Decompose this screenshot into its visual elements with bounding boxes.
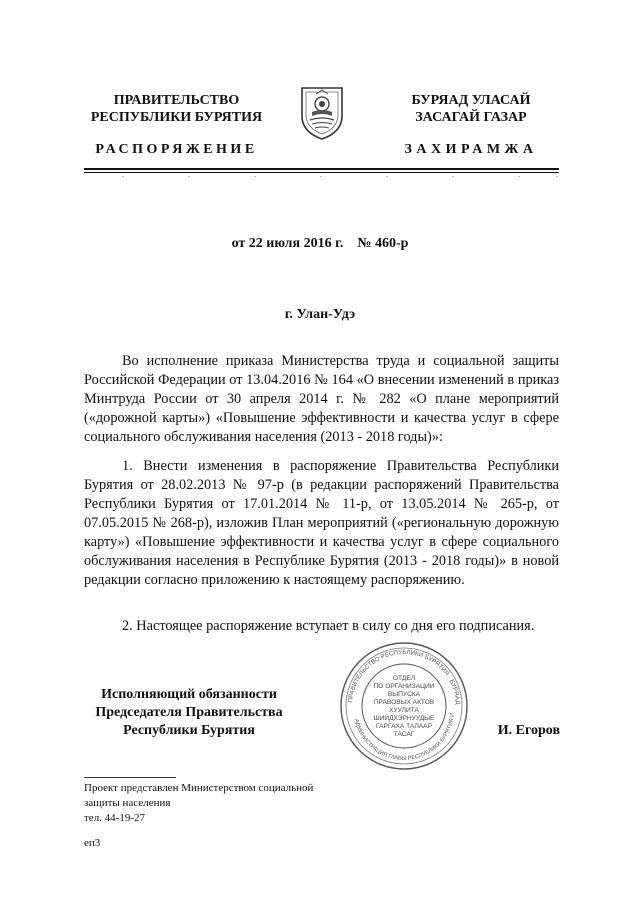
header-rule-thick <box>84 168 559 170</box>
header-rule-thin <box>84 172 559 173</box>
intro-text: Во исполнение приказа Министерства труда и социальной защиты Российской Федерации от 13.04.2016 № 164 «О внесении изменений в приказ Минтруда России от 30 апреля 2014 г. № 282 «О плане мероприятий («дорожной карты») «Повышение эффективности и качества услуг в сфере социального обслуживания населения (2013 - 2018 годы)»: <box>84 353 559 445</box>
date-and-number: от 22 июля 2016 г. № 460-р <box>231 236 409 251</box>
item-1-paragraph <box>84 457 559 590</box>
issuer-bua <box>382 92 560 126</box>
item-1-text: 1. Внести изменения в распоряжение Правительства Республики Бурятия от 28.02.2013 № 97-р (в редакции распоряжений Правительства Республики Бурятия от 17.01.2014 № 11-р, от 13.05.2014 № 265-р, от 07.05.2015 № 268-р), изложив План мероприятий («региональную дорожную карту») «Повышение эффективности и качества услуг в сфере социального обслуживания населения в Республике Бурятия (2013 - 2018 годы)» в новой редакции согласно приложению к настоящему распоряжению. <box>84 458 559 588</box>
issuer-ru-line2: РЕСПУБЛИКИ БУРЯТИЯ <box>90 110 263 125</box>
official-stamp <box>338 640 470 772</box>
signatory-title-line2: Председателя Правительства <box>95 705 283 720</box>
footer-line-1: Проект представлен Министерством социальной <box>84 782 314 794</box>
footer-line-2: защиты населения <box>84 797 171 809</box>
stamp-line-1: ОТДЕЛ <box>392 675 416 682</box>
stamp-line-8: ТАСАГ <box>393 731 415 738</box>
city: г. Улан-Удэ <box>284 307 356 322</box>
stamp-line-4: ПРАВОВЫХ АКТОВ <box>373 699 435 706</box>
issuer-bua-line2: ЗАСАГАЙ ГАЗАР <box>415 110 527 125</box>
stamp-line-6: ШИИДХЭРНУУДЫЕ <box>373 715 435 722</box>
doc-type-bua: ЗАХИРАМЖА <box>404 142 538 157</box>
stamp-line-2: ПО ОРГАНИЗАЦИИ <box>373 683 435 690</box>
signatory-title-line3: Республики Бурятия <box>123 723 255 738</box>
stamp-line-7: ГАРГАХА ТАЛААР <box>376 723 432 730</box>
doc-type-ru: РАСПОРЯЖЕНИЕ <box>95 142 258 157</box>
coat-of-arms-emblem <box>298 82 346 142</box>
stamp-line-3: ВЫПУСКА <box>387 691 421 698</box>
issuer-ru-line1: ПРАВИТЕЛЬСТВО <box>113 93 240 108</box>
item-2-paragraph <box>84 617 559 636</box>
footer-line-3: тел. 44-19-27 <box>84 812 146 824</box>
stamp-ring-bottom: АДМИНИСТРАЦИЯ ГЛАВЫ РЕСПУБЛИКИ БУРЯТИЯ И <box>352 712 456 763</box>
signatory-name: И. Егоров <box>497 723 560 738</box>
footer-line-4: еп3 <box>84 837 101 849</box>
issuer-ru <box>84 92 269 126</box>
item-2-text: 2. Настоящее распоряжение вступает в силу со дня его подписания. <box>122 618 535 634</box>
issuer-bua-line1: БУРЯАД УЛАСАЙ <box>411 93 531 108</box>
signatory-title-line1: Исполняющий обязанности <box>101 687 277 702</box>
stamp-ring-top: ПРАВИТЕЛЬСТВО РЕСПУБЛИКИ БУРЯТИЯ · БУРЯАД <box>347 648 462 705</box>
intro-paragraph <box>84 352 559 447</box>
stamp-line-5: ХУУЛИТА <box>389 707 419 714</box>
footer-note <box>84 781 313 851</box>
footer-rule <box>84 777 176 778</box>
signatory-title <box>84 686 294 740</box>
